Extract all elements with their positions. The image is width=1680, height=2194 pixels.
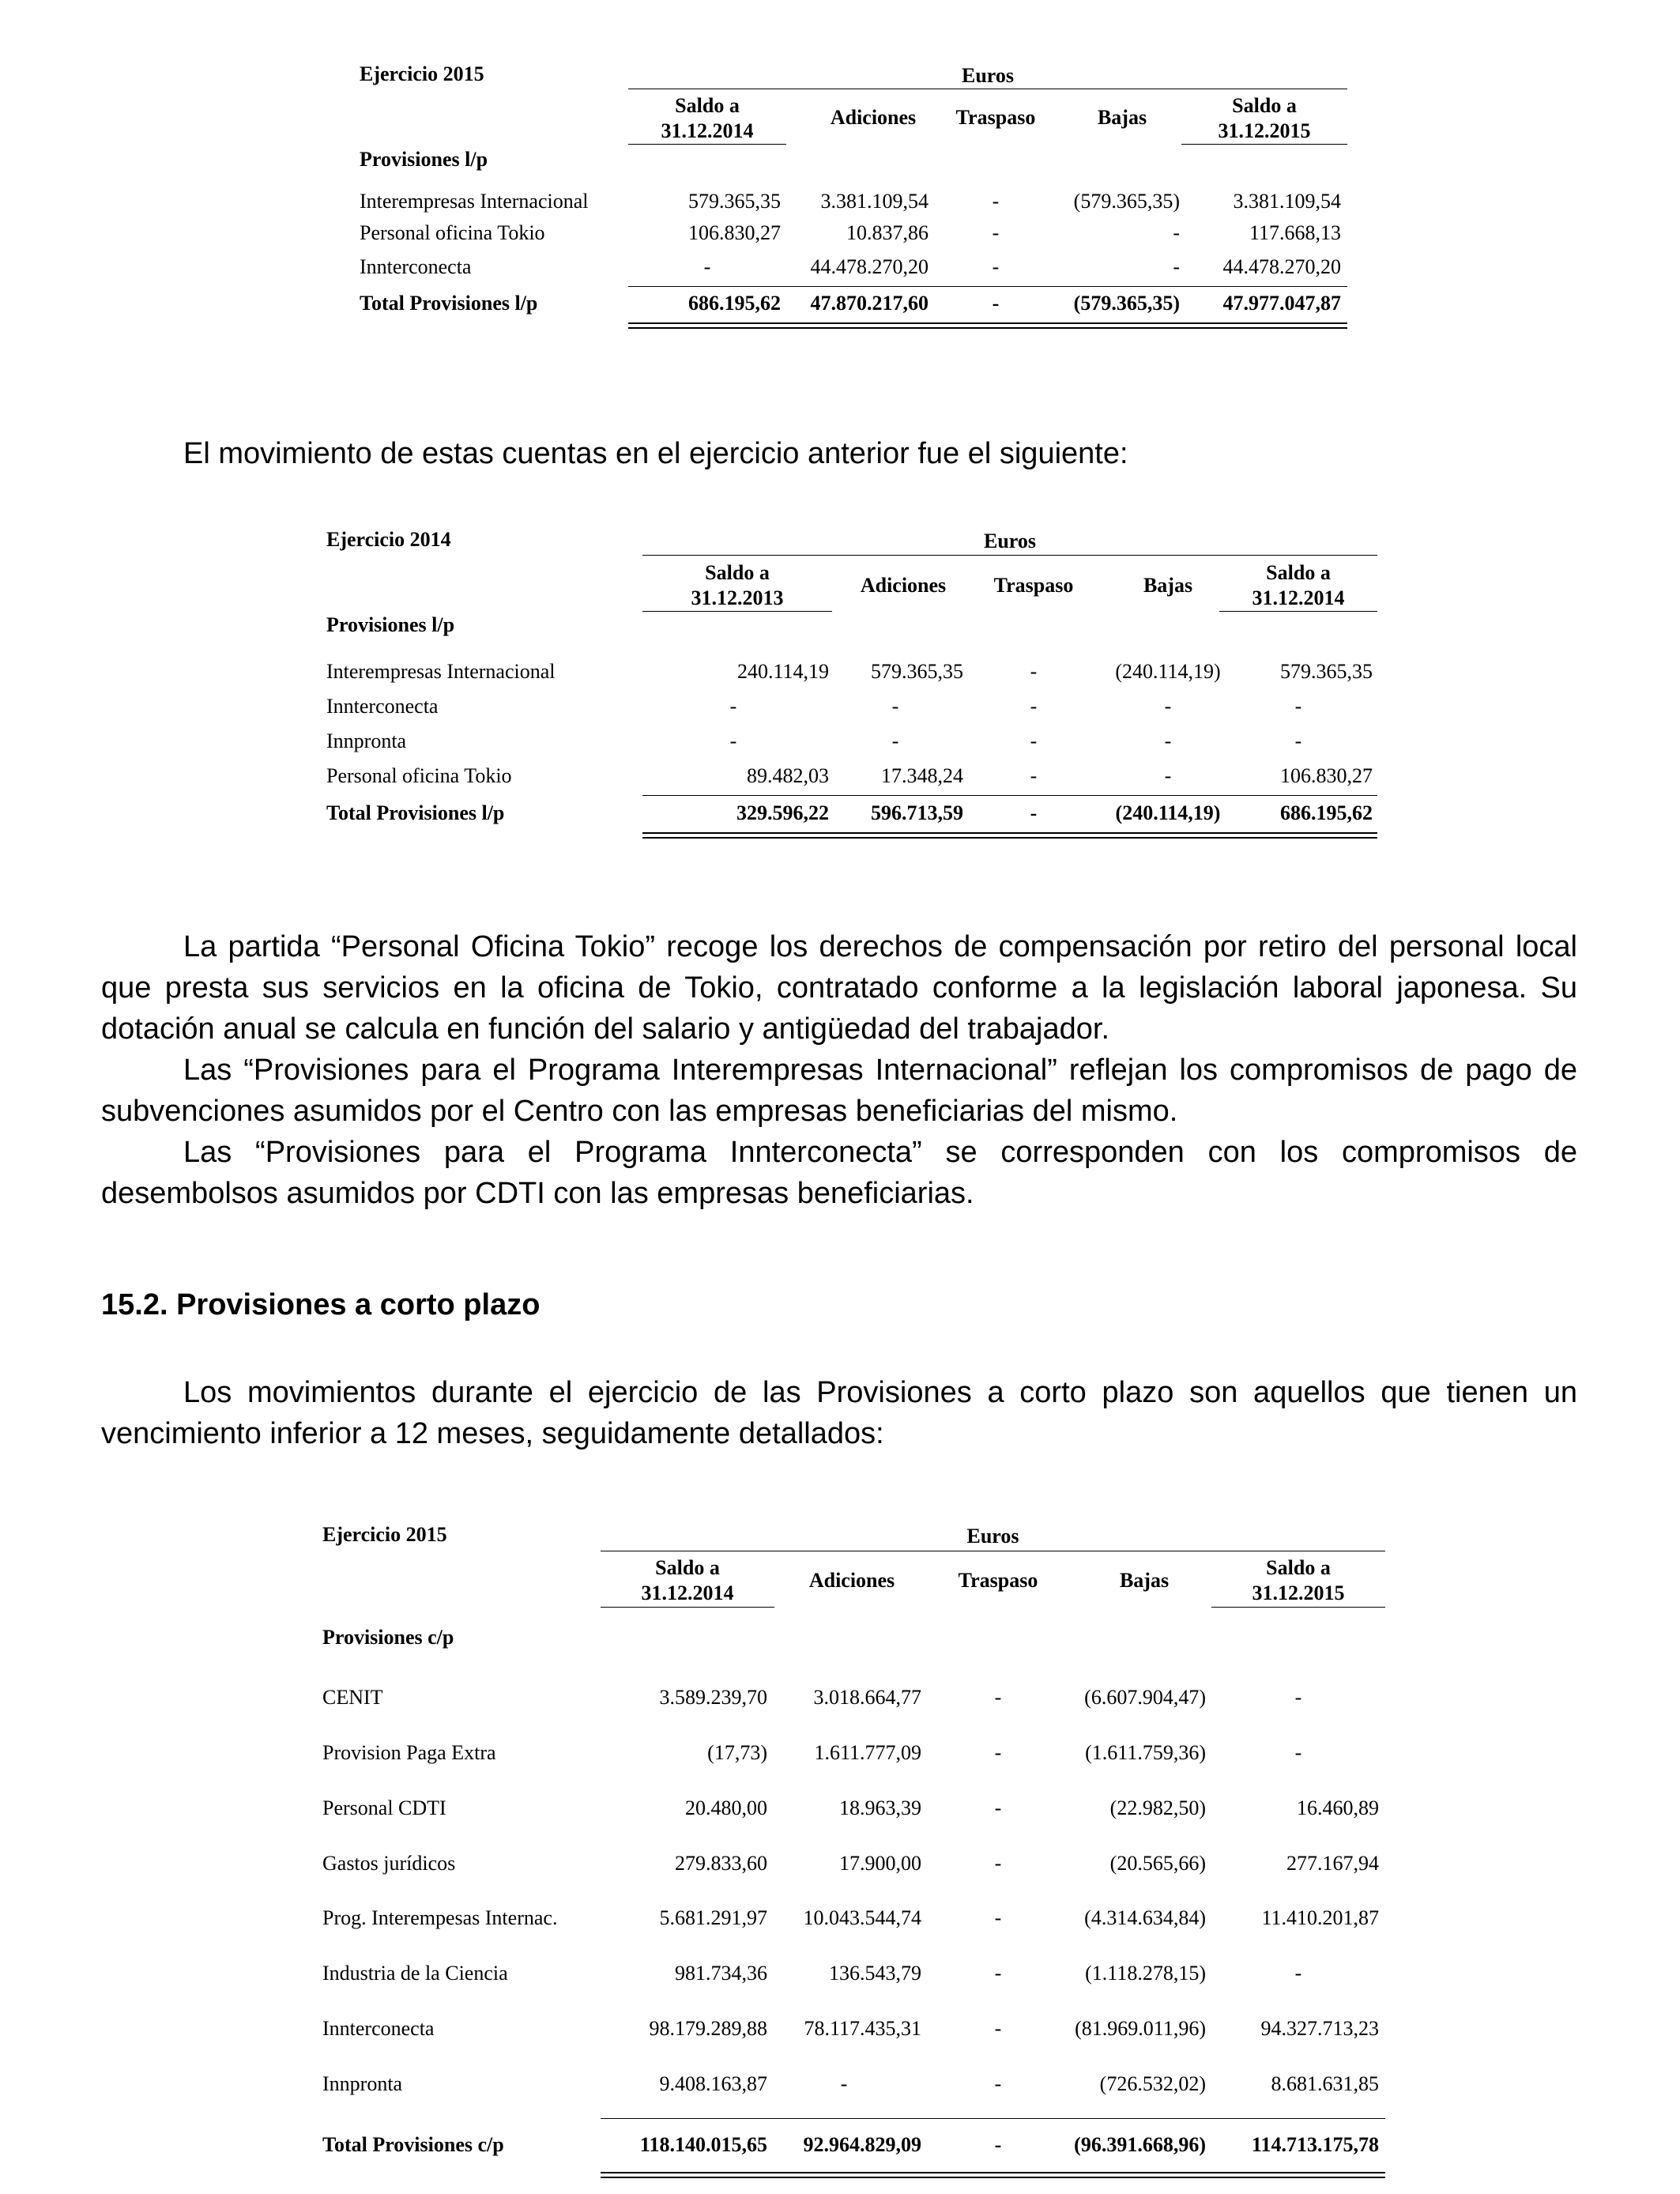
table-provisiones-lp-2014: [326, 527, 1377, 843]
table-row: Provision Paga Extra (17,73) 1.611.777,09 - (1.611.759,36) -: [322, 1741, 1302, 1764]
section-intro: Los movimientos durante el ejercicio de las Provisiones a corto plazo son aquellos que tienen un vencimiento inferior a 12 meses, seguidamente detallados:: [101, 1376, 1577, 1450]
table-total-row: Total Provisiones c/p 118.140.015,65 92.964.829,09 - (96.391.668,96) 114.713.175,78: [322, 2133, 1379, 2156]
table-period-label: Ejercicio 2014: [326, 528, 451, 551]
table-currency-label: Euros: [962, 64, 1014, 87]
table-row: Interempresas Internacional 240.114,19 579.365,35 - (240.114,19) 579.365,35: [326, 660, 1373, 683]
table-row: Personal oficina Tokio 89.482,03 17.348,24 - - 106.830,27: [326, 764, 1373, 787]
table-row: Innterconecta - 44.478.270,20 - - 44.478.270,20: [360, 255, 1341, 278]
table-row: Innterconecta 98.179.289,88 78.117.435,31 - (81.969.011,96) 94.327.713,23: [322, 2017, 1379, 2040]
column-header-disposals: Bajas: [1143, 574, 1193, 597]
table-row: CENIT 3.589.239,70 3.018.664,77 - (6.607.904,47) -: [322, 1686, 1302, 1709]
section-label: Provisiones c/p: [322, 1626, 454, 1649]
table-row: Industria de la Ciencia 981.734,36 136.543,79 - (1.118.278,15) -: [322, 1962, 1302, 1985]
column-header-transfer: Traspaso: [993, 574, 1074, 597]
table-row: Personal CDTI 20.480,00 18.963,39 - (22.982,50) 16.460,89: [322, 1796, 1379, 1819]
column-header-disposals: Bajas: [1119, 1569, 1170, 1592]
paragraph-interempresas: Las “Provisiones para el Programa Interempresas Internacional” reflejan los compromisos de pago de subvenciones asumidos por el Centro con las empresas beneficiarias del mismo.: [101, 1054, 1577, 1128]
notes-paragraphs: [101, 926, 1577, 1214]
table-row: Prog. Interempesas Internac. 5.681.291,97 10.043.544,74 - (4.314.634,84) 11.410.201,87: [322, 1906, 1379, 1929]
table-currency-label: Euros: [966, 1525, 1019, 1547]
column-header-opening-balance: Saldo a 31.12.2014: [641, 1556, 734, 1604]
table-total-row: Total Provisiones l/p 329.596,22 596.713,59 - (240.114,19) 686.195,62: [326, 801, 1373, 824]
table-period-label: Ejercicio 2015: [322, 1523, 447, 1546]
table-row: Gastos jurídicos 279.833,60 17.900,00 - (20.565,66) 277.167,94: [322, 1852, 1379, 1875]
table-row: Personal oficina Tokio 106.830,27 10.837,86 - - 117.668,13: [360, 221, 1341, 244]
table-row: Innterconecta - - - - -: [326, 695, 1302, 718]
intro-previous-year: El movimiento de estas cuentas en el ejercicio anterior fue el siguiente:: [183, 437, 1128, 470]
column-header-disposals: Bajas: [1097, 106, 1147, 129]
table-row: Interempresas Internacional 579.365,35 3.381.109,54 - (579.365,35) 3.381.109,54: [360, 190, 1341, 213]
table-provisiones-lp-2015: [360, 62, 1347, 338]
paragraph-innterconecta: Las “Provisiones para el Programa Innterconecta” se corresponden con los compromisos de desembolsos asumidos por CDTI con las empresas beneficiarias.: [101, 1136, 1577, 1210]
column-header-additions: Adiciones: [860, 574, 947, 597]
column-header-closing-balance: Saldo a 31.12.2015: [1252, 1556, 1345, 1604]
table-total-row: Total Provisiones l/p 686.195,62 47.870.217,60 - (579.365,35) 47.977.047,87: [360, 292, 1341, 315]
section-heading-15-2: 15.2. Provisiones a corto plazo: [101, 1288, 541, 1321]
table-period-label: Ejercicio 2015: [360, 62, 484, 85]
section-label: Provisiones l/p: [326, 613, 455, 636]
column-header-additions: Adiciones: [830, 106, 917, 129]
table-provisiones-cp-2015: [322, 1522, 1385, 2178]
column-header-closing-balance: Saldo a 31.12.2014: [1252, 561, 1345, 609]
section-label: Provisiones l/p: [360, 148, 488, 171]
column-header-opening-balance: Saldo a 31.12.2014: [661, 94, 754, 142]
column-header-transfer: Traspaso: [955, 106, 1036, 129]
column-header-closing-balance: Saldo a 31.12.2015: [1218, 94, 1311, 142]
column-header-transfer: Traspaso: [958, 1569, 1038, 1592]
table-row: Innpronta - - - - -: [326, 729, 1302, 752]
column-header-additions: Adiciones: [808, 1569, 895, 1592]
table-row: Innpronta 9.408.163,87 - - (726.532,02) 8.681.631,85: [322, 2072, 1379, 2095]
paragraph-personal-tokio: La partida “Personal Oficina Tokio” recoge los derechos de compensación por retiro del personal local que presta sus servicios en la oficina de Tokio, contratado conforme a la legislación laboral japonesa. Su dotación anual se calcula en función del salario y antigüedad del trabajador.: [101, 930, 1577, 1046]
table-currency-label: Euros: [984, 530, 1036, 552]
column-header-opening-balance: Saldo a 31.12.2013: [691, 561, 784, 609]
